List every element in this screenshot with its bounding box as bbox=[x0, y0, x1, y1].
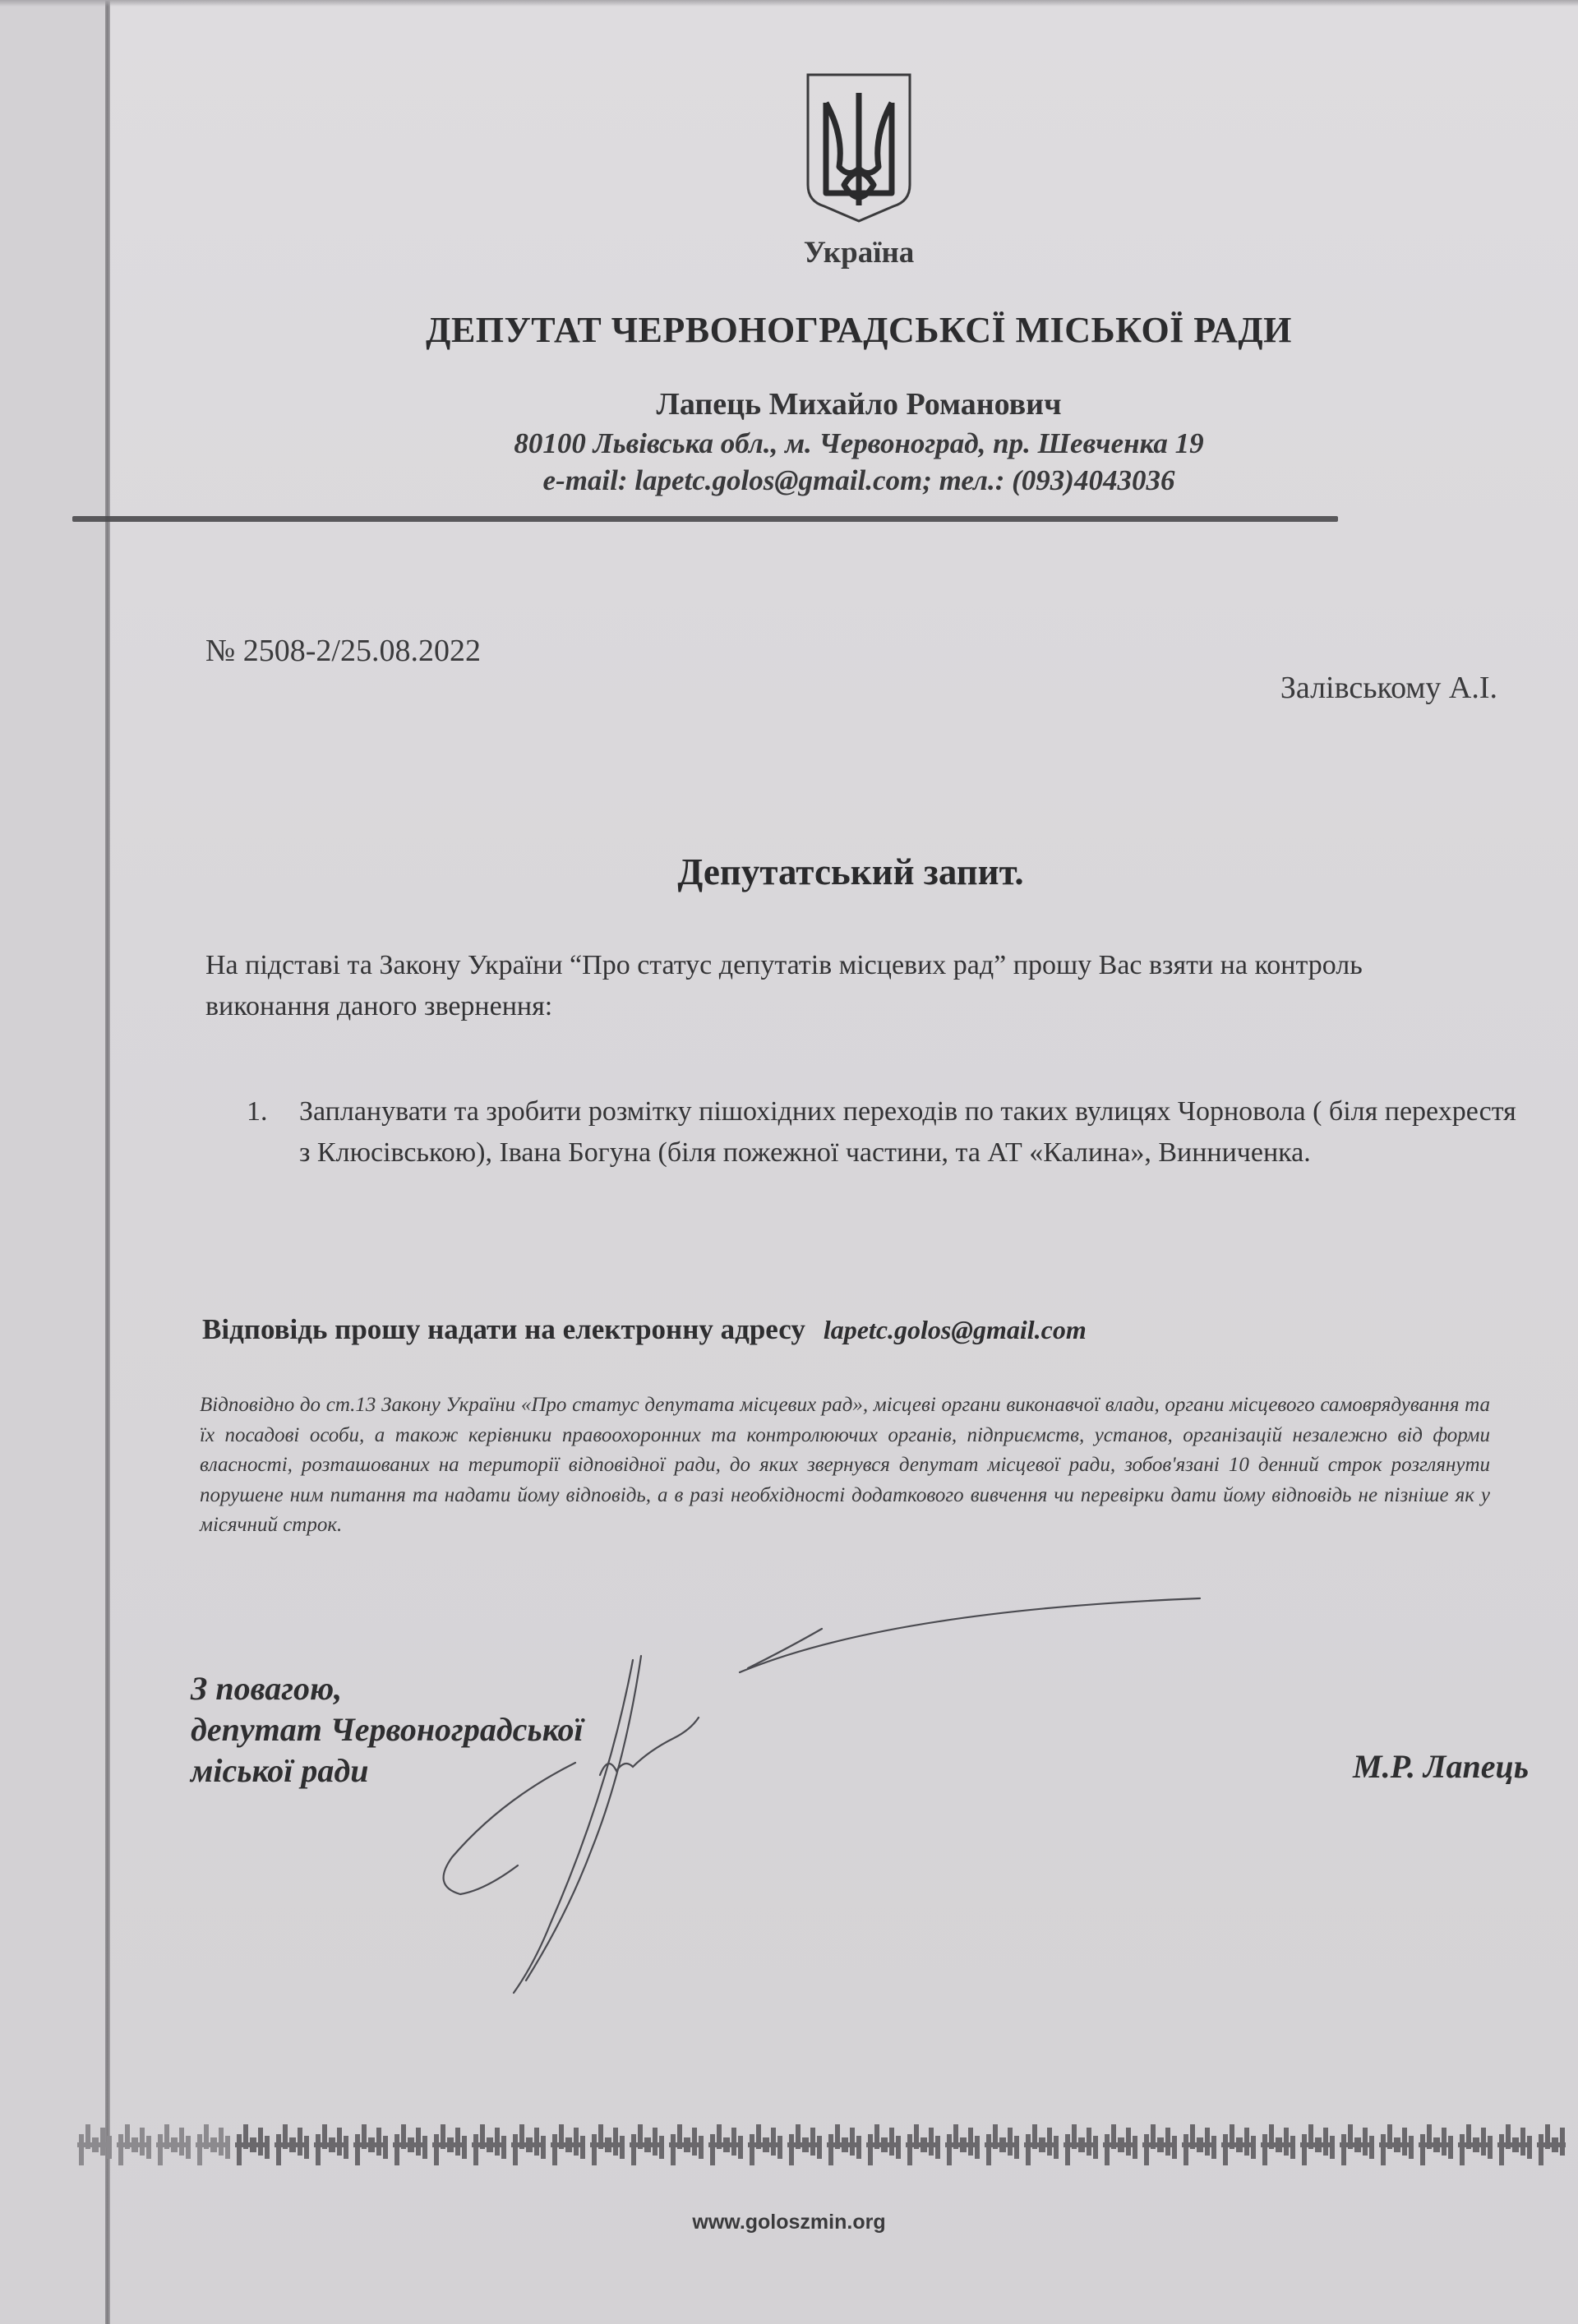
list-item-number: 1. bbox=[247, 1096, 268, 1127]
organization-title: ДЕПУТАТ ЧЕРВОНОГРАДСЬКСЇ МІСЬКОЇ РАДИ bbox=[426, 310, 1292, 350]
letterhead-divider bbox=[72, 516, 1338, 522]
ornament-motif bbox=[1221, 2124, 1256, 2165]
ornament-motif bbox=[472, 2124, 506, 2165]
ornament-motif bbox=[551, 2124, 585, 2165]
ornament-motif bbox=[77, 2124, 112, 2165]
ornament-motif bbox=[630, 2124, 664, 2165]
deputy-name: Лапець Михайло Романович bbox=[656, 387, 1062, 422]
ornament-motif bbox=[314, 2124, 348, 2165]
closing-line-regards: З повагою, bbox=[191, 1670, 343, 1707]
ornament-motif bbox=[1103, 2124, 1137, 2165]
handwritten-signature bbox=[427, 1578, 1216, 2005]
ornament-motif bbox=[511, 2124, 546, 2165]
closing-line-position: депутат Червоноградської bbox=[191, 1711, 584, 1748]
reply-email-link[interactable]: lapetc.golos@gmail.com bbox=[823, 1315, 1087, 1344]
ornament-motif bbox=[156, 2124, 191, 2165]
addressee: Залівському А.І. bbox=[1280, 671, 1497, 705]
ornament-motif bbox=[748, 2124, 782, 2165]
embroidery-ornament-band bbox=[74, 2116, 1566, 2174]
closing-line-council: міської ради bbox=[191, 1752, 369, 1789]
ornament-motif bbox=[1379, 2124, 1414, 2165]
ornament-motif bbox=[1458, 2124, 1493, 2165]
ornament-motif bbox=[1261, 2124, 1295, 2165]
country-label: Україна bbox=[803, 236, 915, 270]
ornament-motif bbox=[866, 2124, 901, 2165]
ornament-motif bbox=[787, 2124, 822, 2165]
deputy-contacts: e-mail: lapetc.golos@gmail.com; тел.: (093)4043036 bbox=[542, 464, 1175, 496]
ornament-motif bbox=[196, 2124, 230, 2165]
ornament-motif bbox=[906, 2124, 940, 2165]
ornament-motif bbox=[1024, 2124, 1059, 2165]
ornament-motif bbox=[432, 2124, 467, 2165]
reply-request bbox=[202, 1313, 1087, 1346]
legal-note: Відповідно до ст.13 Закону України «Про статус депутата місцевих рад», місцеві органи виконавчої влади, органи місцевого самоврядування та їх посадові особи, а також керівники правоохоронних та контролюючих органів, підприємств, установ, організацій незалежно від форми власності, розташованих на території відповідної ради, до яких звернувся депутат місцевої ради, зобов'язані 10 денний строк розглянути порушене ним питання та надати йому відповідь, а в разі необхідності додаткового вивчення чи перевірки дати йому відповідь не пізніше як у місячний строк. bbox=[200, 1394, 1490, 1536]
ornament-motif bbox=[985, 2124, 1019, 2165]
ornament-motif bbox=[1300, 2124, 1335, 2165]
list-item-text: Запланувати та зробити розмітку пішохідних переходів по таких вулицях Чорновола ( біля перехрестя з Клюсівською), Івана Богуна (біля пожежної частини, та АТ «Калина», Винниченка. bbox=[299, 1096, 1516, 1168]
website-url[interactable]: www.goloszmin.org bbox=[692, 2211, 886, 2234]
ornament-motif bbox=[590, 2124, 625, 2165]
ornament-motif bbox=[827, 2124, 861, 2165]
tryzub-coat-of-arms-icon bbox=[801, 70, 916, 226]
deputy-address: 80100 Львівська обл., м. Червоноград, пр. Шевченка 19 bbox=[514, 427, 1204, 459]
ornament-motif bbox=[275, 2124, 309, 2165]
ornament-motif bbox=[235, 2124, 270, 2165]
request-title: Депутатський запит. bbox=[677, 851, 1024, 892]
document-number: № 2508-2/25.08.2022 bbox=[205, 634, 481, 668]
signer-name: М.Р. Лапець bbox=[1353, 1748, 1529, 1785]
ornament-motif bbox=[353, 2124, 388, 2165]
ornament-motif bbox=[708, 2124, 743, 2165]
ornament-motif bbox=[1497, 2124, 1532, 2165]
ornament-motif bbox=[1064, 2124, 1098, 2165]
ornament-motif bbox=[1182, 2124, 1216, 2165]
ornament-motif bbox=[945, 2124, 980, 2165]
reply-request-text: Відповідь прошу надати на електронну адресу bbox=[202, 1313, 805, 1345]
ornament-motif bbox=[1537, 2124, 1566, 2165]
ornament-motif bbox=[393, 2124, 427, 2165]
ornament-motif bbox=[1419, 2124, 1453, 2165]
scan-top-shadow bbox=[0, 0, 1578, 7]
ornament-motif bbox=[669, 2124, 704, 2165]
ornament-motif bbox=[1142, 2124, 1177, 2165]
ornament-motif bbox=[117, 2124, 151, 2165]
intro-paragraph: На підставі та Закону України “Про статус депутатів місцевих рад” прошу Вас взяти на контроль виконання даного звернення: bbox=[205, 950, 1363, 1021]
ornament-motif bbox=[1340, 2124, 1374, 2165]
